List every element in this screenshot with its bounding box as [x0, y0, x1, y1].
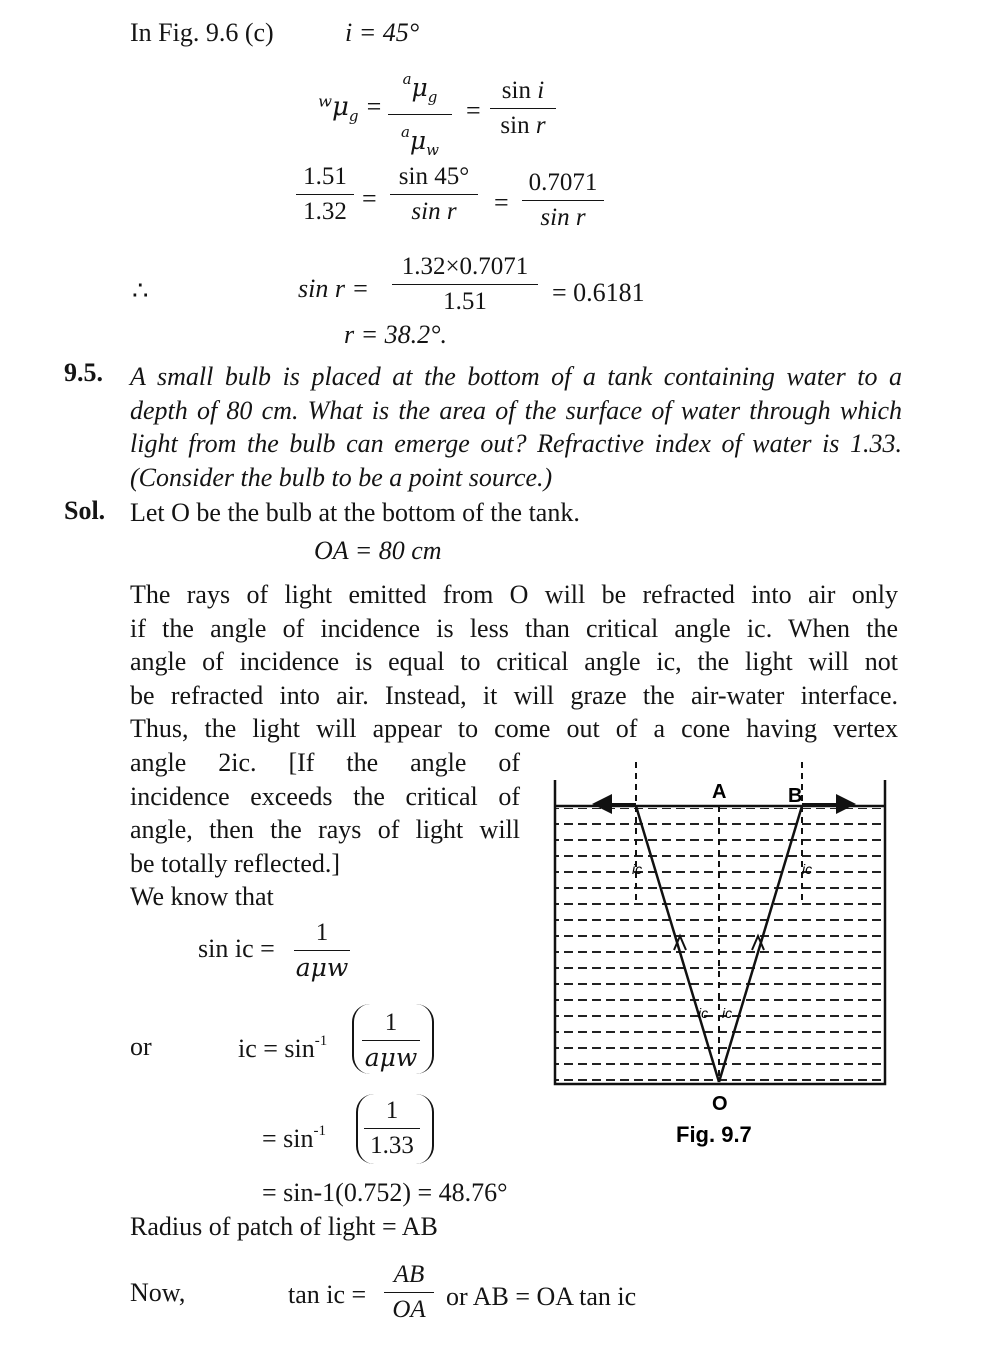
paragraph-line: angle of incidence is equal to critical angle ic, the light will not: [130, 647, 898, 676]
eq2-fraction-3: 0.7071 sin r: [522, 168, 604, 233]
label-a: A: [712, 781, 727, 803]
label-ic-left: ic: [632, 861, 643, 877]
paragraph-line: be refracted into air. Instead, it will graze the air-water interface.: [130, 680, 898, 710]
solution-label: Sol.: [64, 496, 106, 525]
question-line: light from the bulb can emerge out? Refractive index of water is 1.33.: [130, 429, 902, 458]
sin-ic-fraction: 1 aμw: [295, 919, 349, 982]
side-line: angle 2ic. [If the angle of: [130, 748, 520, 777]
question-number: 9.5.: [64, 358, 103, 387]
ic-eq-lhs: ic = $\sin^{-1}$: [238, 1033, 328, 1063]
question-line: A small bulb is placed at the bottom of a tank containing water to a: [130, 362, 902, 391]
tan-rhs: or AB = OA tan ic: [446, 1282, 637, 1311]
eq2-equals-2: =: [494, 188, 509, 217]
ic-eq2-lhs: = $\sin^{-1}$: [262, 1123, 327, 1153]
header-angle: i = 45°: [345, 18, 420, 47]
label-b: B: [788, 785, 803, 807]
label-o: O: [712, 1093, 728, 1115]
question-line: (Consider the bulb to be a point source.): [130, 462, 553, 492]
eq1-lhs: ʷμ$_g$ =: [318, 92, 383, 125]
label-ic-vertex-right: ic: [722, 1005, 733, 1021]
eq3-result: r = 38.2°.: [344, 320, 448, 349]
ic-eq2-fraction: 1 1.33: [364, 1096, 420, 1161]
sin-ic-lhs: sin ic =: [198, 934, 275, 963]
ic-eq-fraction: 1 aμw: [362, 1008, 420, 1073]
eq3-rhs: = 0.6181: [552, 278, 645, 307]
therefore-symbol: ∴: [132, 276, 149, 305]
now-label: Now,: [130, 1278, 186, 1307]
eq2-fraction-2: sin 45° sin r: [390, 162, 478, 227]
tan-fraction: AB OA: [384, 1260, 434, 1325]
label-ic-vertex-left: ic: [698, 1005, 709, 1021]
side-line: We know that: [130, 882, 274, 911]
tan-lhs: tan ic =: [288, 1280, 367, 1309]
label-ic-right: ic: [802, 861, 813, 877]
side-line: incidence exceeds the critical of: [130, 781, 520, 811]
eq3-lhs: sin r =: [298, 274, 370, 303]
question-line: depth of 80 cm. What is the area of the surface of water through which: [130, 395, 902, 425]
solution-paragraph: [130, 578, 898, 746]
header-label: In Fig. 9.6 (c): [130, 18, 274, 47]
ic-eq3: = sin-1(0.752) = 48.76°: [262, 1178, 508, 1207]
or-label: or: [130, 1032, 152, 1061]
radius-text: Radius of patch of light = AB: [130, 1212, 438, 1241]
paragraph-line: Thus, the light will appear to come out of a cone having vertex: [130, 714, 898, 743]
solution-oa: OA = 80 cm: [314, 536, 442, 565]
eq1-fraction-sin: sin i sin r: [490, 76, 556, 141]
paragraph-line: The rays of light emitted from O will be refracted into air only: [130, 580, 898, 609]
side-line: angle, then the rays of light will: [130, 815, 520, 844]
figure-caption: Fig. 9.7: [676, 1122, 752, 1147]
eq1-equals: =: [466, 96, 481, 125]
paragraph-line: if the angle of incidence is less than critical angle ic. When the: [130, 613, 898, 643]
side-line: be totally reflected.]: [130, 848, 341, 878]
eq2-equals-1: =: [362, 184, 377, 213]
solution-side-text: [130, 746, 520, 914]
eq3-fraction: 1.32×0.7071 1.51: [392, 252, 538, 317]
eq1-fraction-mu: $^a\mu_g$ $^a\mu_w$: [388, 64, 452, 165]
question-text: [130, 360, 902, 494]
eq2-fraction-1: 1.51 1.32: [296, 162, 354, 227]
figure-9-7: [550, 752, 900, 1152]
solution-intro: Let O be the bulb at the bottom of the tank.: [130, 498, 580, 527]
